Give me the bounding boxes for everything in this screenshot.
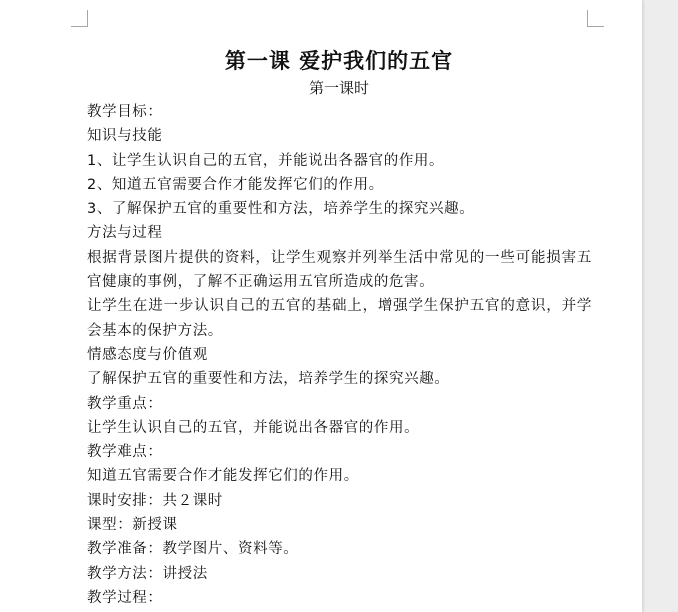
paragraph-method-heading: 方法与过程 — [87, 225, 163, 242]
paragraph: 课时安排：共２课时 — [87, 492, 223, 509]
paragraph-knowledge-heading: 知识与技能 — [87, 128, 163, 145]
margin-corner-top-left — [71, 10, 88, 27]
document-body — [87, 100, 592, 610]
margin-corner-top-right — [587, 10, 604, 27]
document-subtitle: 第一课时 — [308, 79, 369, 97]
paragraph-process-heading: 教学过程： — [87, 589, 163, 606]
document-title: 第一课 爱护我们的五官 — [224, 48, 454, 73]
paragraph: 让学生在进一步认识自己的五官的基础上，增强学生保护五官的意识，并学会基本的保护方法。 — [87, 298, 592, 339]
paragraph: 让学生认识自己的五官，并能说出各器官的作用。 — [87, 419, 420, 436]
paragraph: 教学方法：讲授法 — [87, 565, 208, 582]
paragraph: 教学准备：教学图片、资料等。 — [87, 541, 299, 558]
paragraph-difficulty-heading: 教学难点： — [87, 444, 163, 461]
paragraph: 2、知道五官需要合作才能发挥它们的作用。 — [87, 176, 384, 193]
paragraph: 课型：新授课 — [87, 517, 178, 534]
paragraph-key-points-heading: 教学重点： — [87, 395, 163, 412]
paragraph: 1、让学生认识自己的五官，并能说出各器官的作用。 — [87, 152, 445, 169]
paragraph: 3、了解保护五官的重要性和方法，培养学生的探究兴趣。 — [87, 201, 475, 218]
paragraph-objectives-heading: 教学目标： — [87, 104, 163, 120]
paragraph-emotion-heading: 情感态度与价值观 — [87, 346, 208, 363]
paragraph: 了解保护五官的重要性和方法，培养学生的探究兴趣。 — [87, 371, 450, 388]
paragraph: 知道五官需要合作才能发挥它们的作用。 — [87, 468, 359, 485]
paragraph: 根据背景图片提供的资料，让学生观察并列举生活中常见的一些可能损害五官健康的事例，了解不正确运用五官所造成的危害。 — [87, 249, 592, 291]
